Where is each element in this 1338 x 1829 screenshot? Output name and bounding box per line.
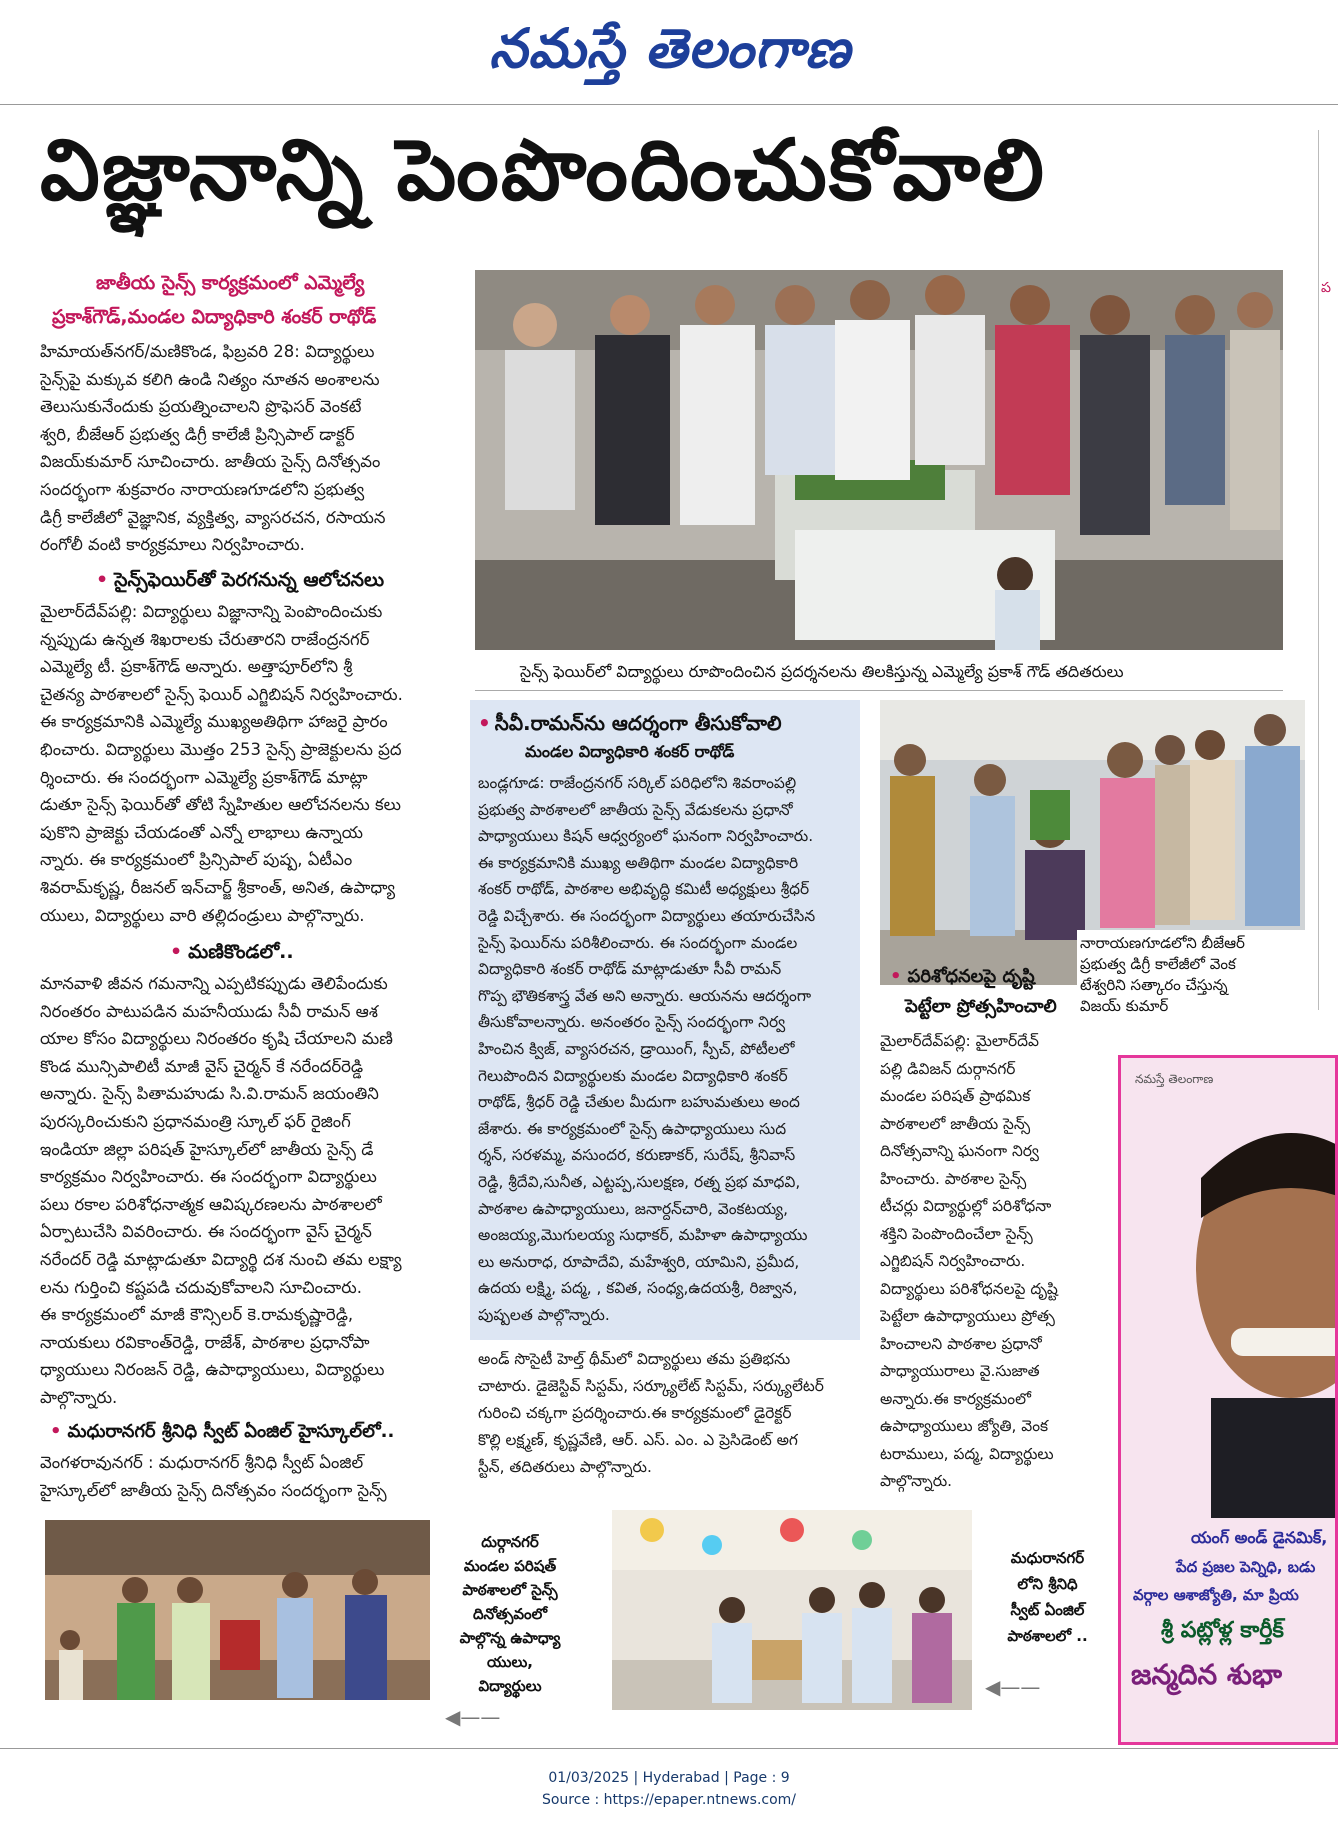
subhead-madhuranagar-text: మధురానగర్ శ్రీనిధి స్వీట్ ఏంజిల్ హైస్కూల్‌లో.. (67, 1421, 395, 1442)
headline: విజ్ఞానాన్ని పెంపొందించుకోవాలి (40, 121, 1046, 219)
text-line: హైస్కూల్‌లో జాతీయ సైన్స్ దినోత్సవం సందర్భంగా సైన్స్ (40, 1480, 387, 1500)
text-line: హించారు. పాఠశాల సైన్స్ (880, 1169, 1027, 1188)
text-line: గెలుపొందిన విద్యార్థులకు మండల విద్యాధికారి శంకర్ (478, 1066, 788, 1085)
text-line: సైన్స్‌పై మక్కువ కలిగి ఉండి నిత్యం నూతన అంశాలను (40, 369, 380, 389)
manikonda-paragraph (40, 970, 470, 1414)
footer-divider (0, 1748, 1338, 1749)
text-line: పలు రకాల పరిశోధనాత్మక ఆవిష్కరణలను పాఠశాలలో (40, 1194, 382, 1214)
caption-line: పాల్గొన్న ఉపాధ్యా (459, 1629, 561, 1647)
text-line: యాల కోసం విద్యార్థులు నిరంతరం కృషి చేయాలని మణి (40, 1029, 393, 1049)
lead-paragraph (40, 338, 470, 560)
main-photo-caption: సైన్స్ ఫెయిర్‌లో విద్యార్థులు రూపొందించిన ప్రదర్శనలను తిలకిస్తున్న ఎమ్మెల్యే ప్రకాశ్ గౌడ్ తదితరులు (520, 662, 1124, 681)
caption-line: దుర్గానగర్ (481, 1533, 539, 1551)
subhead-manikonda: • మణికొండలో.. (170, 941, 294, 963)
arrow-left-icon: ◀—— (445, 1705, 501, 1729)
boxed-article-headline-text: సీవీ.రామన్‌ను ఆదర్శంగా తీసుకోవాలి (494, 711, 782, 735)
text-line: అండ్ సొసైటీ హెల్త్ థీమ్‌లో విద్యార్థులు తమ ప్రతిభను (478, 1350, 791, 1368)
caption-line: మధురానగర్ (1010, 1549, 1085, 1567)
caption-line: పాఠశాలలో సైన్స్ (462, 1581, 558, 1599)
text-line: పుష్పలత పాల్గొన్నారు. (478, 1305, 610, 1324)
text-line: నరేందర్ రెడ్డి మాట్లాడుతూ విద్యార్థి దశ నుంచి తమ లక్ష్యా (40, 1249, 402, 1269)
text-line: ధ్యాయులు నిరంజన్ రెడ్డి, ఉపాధ్యాయులు, విద్యార్థులు (40, 1360, 385, 1380)
text-line: తెలుసుకునేందుకు ప్రయత్నించాలని ప్రొఫెసర్ వెంకటే (40, 397, 362, 417)
ad-line-5: జన్మదిన శుభా (1131, 1658, 1282, 1691)
science-fair-paragraph (40, 598, 470, 932)
caption-line: లోని శ్రీనిధి (1017, 1575, 1078, 1593)
main-photo-science-fair (475, 270, 1283, 650)
text-line: శ్వరి, బీజేఆర్ ప్రభుత్వ డిగ్రీ కాలేజీ ప్రిన్సిపాల్ డాక్టర్ (40, 424, 355, 444)
text-line: పాఠశాలలో జాతీయ సైన్స్ (880, 1114, 1031, 1133)
bottom-caption-durganagar (450, 1530, 570, 1698)
text-line: ఎగ్జిబిషన్ నిర్వహించారు. (880, 1252, 1026, 1270)
text-line: పల్లి డివిజన్ దుర్గానగర్ (880, 1059, 1016, 1078)
text-line: ఈ కార్యక్రమంలో మాజీ కౌన్సిలర్ కె.రామకృష్ణారెడ్డి, (40, 1305, 354, 1325)
text-line: భించారు. విద్యార్థులు మొత్తం 253 సైన్స్ ప్రాజెక్టులను ప్రద (40, 739, 402, 759)
text-line: లను గుర్తించి కష్టపడి చదువుకోవాలని సూచించారు. (40, 1277, 362, 1297)
caption-line: టేశ్వరిని సత్కారం చేస్తున్న (1080, 976, 1228, 994)
text-line: గురించి చక్కగా ప్రదర్శించారు.ఈ కార్యక్రమంలో డైరెక్టర్ (478, 1404, 792, 1422)
caption-line: స్వీట్ ఏంజిల్ (1010, 1601, 1085, 1619)
text-line: ఉదయ లక్ష్మి, పద్మ, , కవిత, సంధ్య,ఉదయశ్రీ, రిజ్వాన, (478, 1279, 798, 1298)
ad-tag: నమస్తే తెలంగాణ (1135, 1072, 1214, 1086)
text-line: చాటారు. డైజెస్టివ్ సిస్టమ్, సర్క్యూలేట్ సిస్టమ్, సర్క్యులేటర్ (478, 1377, 824, 1395)
text-line: అన్నారు. సైన్స్ పితామహుడు సి.వి.రామన్ జయంతిని (40, 1084, 379, 1104)
text-line: మైలార్‌దేవ్‌పల్లి: విద్యార్థులు విజ్ఞానాన్ని పెంపొందించుకు (40, 602, 383, 621)
text-line: పురస్కరించుకుని ప్రధానమంత్రి స్కూల్ ఫర్ రైజింగ్ (40, 1111, 351, 1131)
caption-divider (475, 690, 1283, 691)
subhead-science-fair-text: సైన్స్‌ఫెయిర్‌తో పెరగనున్న ఆలోచనలు (114, 569, 385, 591)
subhead-science-fair: • సైన్స్‌ఫెయిర్‌తో పెరగనున్న ఆలోచనలు (96, 569, 385, 591)
text-line: అంజయ్య,మొగులయ్య సుధాకర్, మహిళా ఉపాధ్యాయు (478, 1226, 808, 1245)
text-line: అన్నారు.ఈ కార్యక్రమంలో (880, 1389, 1031, 1408)
text-line: పాధ్యాయులు కిషన్ ఆధ్వర్యంలో ఘనంగా నిర్వహించారు. (478, 827, 814, 846)
text-line: శక్తిని పెంపొందించేలా సైన్స్ (880, 1224, 1033, 1243)
ad-line-1: యంగ్ అండ్ డైనమిక్, (1191, 1528, 1328, 1547)
text-line: ఎమ్మెల్యే టీ. ప్రకాశ్‌గౌడ్ అన్నారు. అత్తాపూర్‌లోని శ్రీ (40, 657, 353, 677)
text-line: నాయకులు రవికాంత్‌రెడ్డి, రాజేశ్, పాఠశాల ప్రధానోపా (40, 1332, 370, 1352)
text-line: ఈ కార్యక్రమానికి ఎమ్మెల్యే ముఖ్యఅతిథిగా హాజరై ప్రారం (40, 712, 388, 732)
text-line: వెంగళరావునగర్ : మధురానగర్ శ్రీనిధి స్వీట్ ఏంజిల్ (40, 1453, 364, 1472)
photo2-caption (1080, 933, 1310, 1017)
adjacent-article-glyph: ప (1321, 280, 1331, 296)
bullet-icon: • (478, 711, 491, 735)
text-line: జేశారు. ఈ కార్యక్రమంలో సైన్స్ ఉపాధ్యాయులు సుద (478, 1119, 787, 1138)
text-line: టీచర్లు విద్యార్థుల్లో పరిశోధనా (880, 1197, 1052, 1215)
masthead-logo: నమస్తే తెలంగాణ (489, 16, 851, 80)
caption-line: విద్యార్థులు (478, 1677, 542, 1695)
ad-line-2: పేద ప్రజల పెన్నిధి, బడు (1176, 1558, 1316, 1576)
ad-portrait (1141, 1098, 1338, 1518)
madhuranagar-paragraph (40, 1449, 470, 1505)
text-line: రెడ్డి, శ్రీదేవి,సునీత, ఎట్టప్ప,సులక్షణ, రత్న ప్రభ మాధవి, (478, 1172, 801, 1191)
text-line: ఈ కార్యక్రమానికి ముఖ్య అతిథిగా మండల విద్యాధికారి (478, 853, 799, 872)
text-line: సందర్భంగా శుక్రవారం నారాయణగూడలోని ప్రభుత్వ (40, 479, 365, 499)
text-line: పాఠశాల ఉపాధ్యాయులు, జనార్దన్‌చారి, వెంకటయ్య, (478, 1199, 789, 1218)
text-line: మానవాళి జీవన గమనాన్ని ఎప్పటికప్పుడు తెలిపేందుకు (40, 974, 388, 993)
subhead-manikonda-text: మణికొండలో.. (188, 941, 294, 963)
caption-line: విజయ్ కుమార్ (1080, 997, 1169, 1015)
masthead-divider (0, 104, 1338, 105)
caption-line: దినోత్సవంలో (472, 1605, 548, 1623)
text-line: హిమాయత్‌నగర్/మణికొండ, ఫిబ్రవరి 28: విద్యార్థులు (40, 342, 375, 361)
bottom-photo-durganagar-illustration (45, 1520, 430, 1700)
text-line: పుకొని ప్రాజెక్టు చేయడంతో ఎన్నో లాభాలు ఉన్నాయ (40, 822, 363, 842)
text-line: విద్యార్థులు పరిశోధనలపై దృష్టి (880, 1279, 1058, 1298)
text-line: పాల్గొన్నారు. (40, 1387, 118, 1407)
caption-line: పాఠశాలలో .. (1007, 1627, 1088, 1645)
text-line: కార్యక్రమం నిర్వహించారు. ఈ సందర్భంగా విద్యార్థులు (40, 1167, 377, 1187)
text-line: న్నారు. ఈ కార్యక్రమంలో ప్రిన్సిపాల్ పుష్ప, ఏటీఎం (40, 850, 353, 870)
bottom-photo-durganagar (45, 1520, 430, 1700)
footer-source: Source : https://epaper.ntnews.com/ (541, 1792, 797, 1808)
text-line: నిరంతరం పాటుపడిన మహనీయుడు సీవీ రామన్ ఆశ (40, 1001, 378, 1021)
caption-line: ప్రభుత్వ డిగ్రీ కాలేజీలో వెంక (1080, 955, 1236, 973)
bottom-photo-madhuranagar (612, 1510, 972, 1710)
text-line: గొప్ప భౌతికశాస్త్ర వేత అని అన్నారు. ఆయనను ఆదర్శంగా (478, 986, 811, 1005)
col3-headline-1-text: పరిశోధనలపై దృష్టి (907, 966, 1035, 987)
bottom-caption-madhuranagar (985, 1545, 1110, 1649)
text-line: లు అనురాధ, రూపాదేవి, మహేశ్వరి, యామిని, ప్రమీద, (478, 1252, 800, 1271)
text-line: డుతూ సైన్స్ ఫెయిర్‌తో తోటి స్నేహితుల ఆలోచనలను కలు (40, 795, 401, 815)
bottom-photo-madhuranagar-illustration (612, 1510, 972, 1710)
col3-headline-2: పెట్టేలా ప్రోత్సహించాలి (905, 996, 1057, 1017)
text-line: ఇండియా జిల్లా పరిషత్ హైస్కూల్‌లో జాతీయ సైన్స్ డే (40, 1139, 374, 1159)
text-line: రెడ్డి విచ్చేశారు. ఈ సందర్భంగా విద్యార్థులు తయారుచేసిన (478, 906, 816, 925)
text-line: న్నప్పుడు ఉన్నత శిఖరాలకు చేరుతారని రాజేంద్రనగర్ (40, 629, 370, 649)
text-line: స్టీన్, తదితరులు పాల్గొన్నారు. (478, 1458, 652, 1476)
boxed-article-headline (478, 708, 782, 738)
text-line: పాధ్యాయురాలు వై.సుజాత (880, 1362, 1040, 1380)
text-line: బండ్లగూడ: రాజేంద్రనగర్ సర్కిల్ పరిధిలోని శివరాంపల్లి (478, 774, 797, 792)
col3-paragraph (880, 1028, 1108, 1500)
text-line: కొల్లి లక్ష్మణ్, కృష్ణవేణి, ఆర్. ఎస్. ఎం. ఎ ప్రెసిడెంట్ అగ (478, 1431, 798, 1449)
text-line: విద్యాధికారి శంకర్ రాథోడ్ మాట్లాడుతూ సీవీ రామన్ (478, 960, 782, 979)
caption-line: నారాయణగూడలోని బీజేఆర్ (1080, 934, 1245, 952)
text-line: కొండ మున్సిపాలిటీ మాజీ వైస్ చైర్మన్ కే నరేందర్‌రెడ్డి (40, 1056, 364, 1076)
col3-headline-1: • పరిశోధనలపై దృష్టి (890, 966, 1035, 987)
text-line: దినోత్సవాన్ని ఘనంగా నిర్వ (880, 1142, 1039, 1160)
caption-line: యులు, (486, 1653, 533, 1671)
kicker-line-1: జాతీయ సైన్స్ కార్యక్రమంలో ఎమ్మెల్యే (96, 272, 365, 294)
text-line: ఏర్పాటుచేసి వివరించారు. ఈ సందర్భంగా వైస్ చైర్మన్ (40, 1222, 372, 1242)
text-line: ర్శన్, సరళమ్మ, వసుందర, కరుణాకర్, సురేష్, శ్రీనివాస్ (478, 1146, 796, 1165)
ad-line-4: శ్రీ పట్లోళ్ల కార్తీక్ (1161, 1618, 1284, 1643)
text-line: మైలార్‌దేవ్‌పల్లి: మైలార్‌దేవ్ (880, 1032, 1039, 1050)
text-line: శివరామ్‌కృష్ణ, రీజనల్ ఇన్‌చార్జ్ శ్రీకాంత్, అనిత, ఉపాధ్యా (40, 877, 396, 897)
text-line: రంగోలీ వంటి కార్యక్రమాలు నిర్వహించారు. (40, 535, 305, 555)
text-line: విజయ్‌కుమార్ సూచించారు. జాతీయ సైన్స్ దినోత్సవం (40, 452, 381, 472)
text-line: తీసుకోవాలన్నారు. అనంతరం సైన్స్ సందర్భంగా నిర్వ (478, 1013, 786, 1032)
text-line: ర్శించారు. ఈ సందర్భంగా ఎమ్మెల్యే ప్రకాశ్‌గౌడ్ మాట్లా (40, 767, 368, 787)
text-line: హించాలని పాఠశాల ప్రధానో (880, 1334, 1042, 1353)
text-line: శంకర్ రాథోడ్, పాఠశాల అభివృద్ధి కమిటీ అధ్యక్షులు శ్రీధర్ (478, 880, 810, 899)
text-line: హించిన క్విజ్, వ్యాసరచన, డ్రాయింగ్, స్పీచ్, పోటీలలో (478, 1039, 795, 1058)
boxed-article-subhead: మండల విద్యాధికారి శంకర్ రాథోడ్ (525, 742, 735, 761)
footer-date-page: 01/03/2025 | Hyderabad | Page : 9 (548, 1770, 790, 1786)
text-line: మండల పరిషత్ ప్రాథమిక (880, 1087, 1031, 1105)
continued-paragraph (478, 1346, 858, 1494)
boxed-article-body (478, 770, 858, 1336)
text-line: ప్రభుత్వ పాఠశాలలో జాతీయ సైన్స్ వేడుకలను ప్రధానో (478, 800, 793, 819)
text-line: చైతన్య పాఠశాలలో సైన్స్ ఫెయిర్ ఎగ్జిబిషన్ నిర్వహించారు. (40, 684, 403, 704)
ad-line-3: వర్గాల ఆశాజ్యోతి, మా ప్రియ (1133, 1586, 1299, 1604)
birthday-advertisement (1118, 1055, 1338, 1745)
text-line: సైన్స్ ఫెయిర్‌ను పరిశీలించారు. ఈ సందర్భంగా మండల (478, 933, 798, 952)
text-line: టరాములు, పద్మ, విద్యార్థులు (880, 1444, 1054, 1463)
text-line: పాల్గొన్నారు. (880, 1472, 953, 1490)
kicker-line-2: ప్రకాశ్‌గౌడ్,మండల విద్యాధికారి శంకర్ రాథోడ్ (52, 306, 377, 328)
text-line: డిగ్రీ కాలేజీలో వైజ్ఞానిక, వ్యక్తిత్వ, వ్యాసరచన, రసాయన (40, 507, 386, 527)
text-line: రాథోడ్, శ్రీధర్ రెడ్డి చేతుల మీదుగా బహుమతులు అంద (478, 1093, 800, 1112)
text-line: యులు, విద్యార్థులు వారి తల్లిదండ్రులు పాల్గొన్నారు. (40, 905, 365, 925)
main-photo-illustration (475, 270, 1283, 650)
text-line: ఉపాధ్యాయులు జ్యోతి, వెంక (880, 1417, 1049, 1435)
caption-line: మండల పరిషత్ (463, 1557, 557, 1575)
subhead-madhuranagar: • మధురానగర్ శ్రీనిధి స్వీట్ ఏంజిల్ హైస్కూల్‌లో.. (50, 1421, 395, 1442)
adjacent-article-edge (1318, 130, 1338, 1010)
arrow-left-icon-2: ◀—— (985, 1675, 1041, 1699)
text-line: పెట్టేలా ఉపాధ్యాయులు ప్రోత్స (880, 1307, 1055, 1325)
